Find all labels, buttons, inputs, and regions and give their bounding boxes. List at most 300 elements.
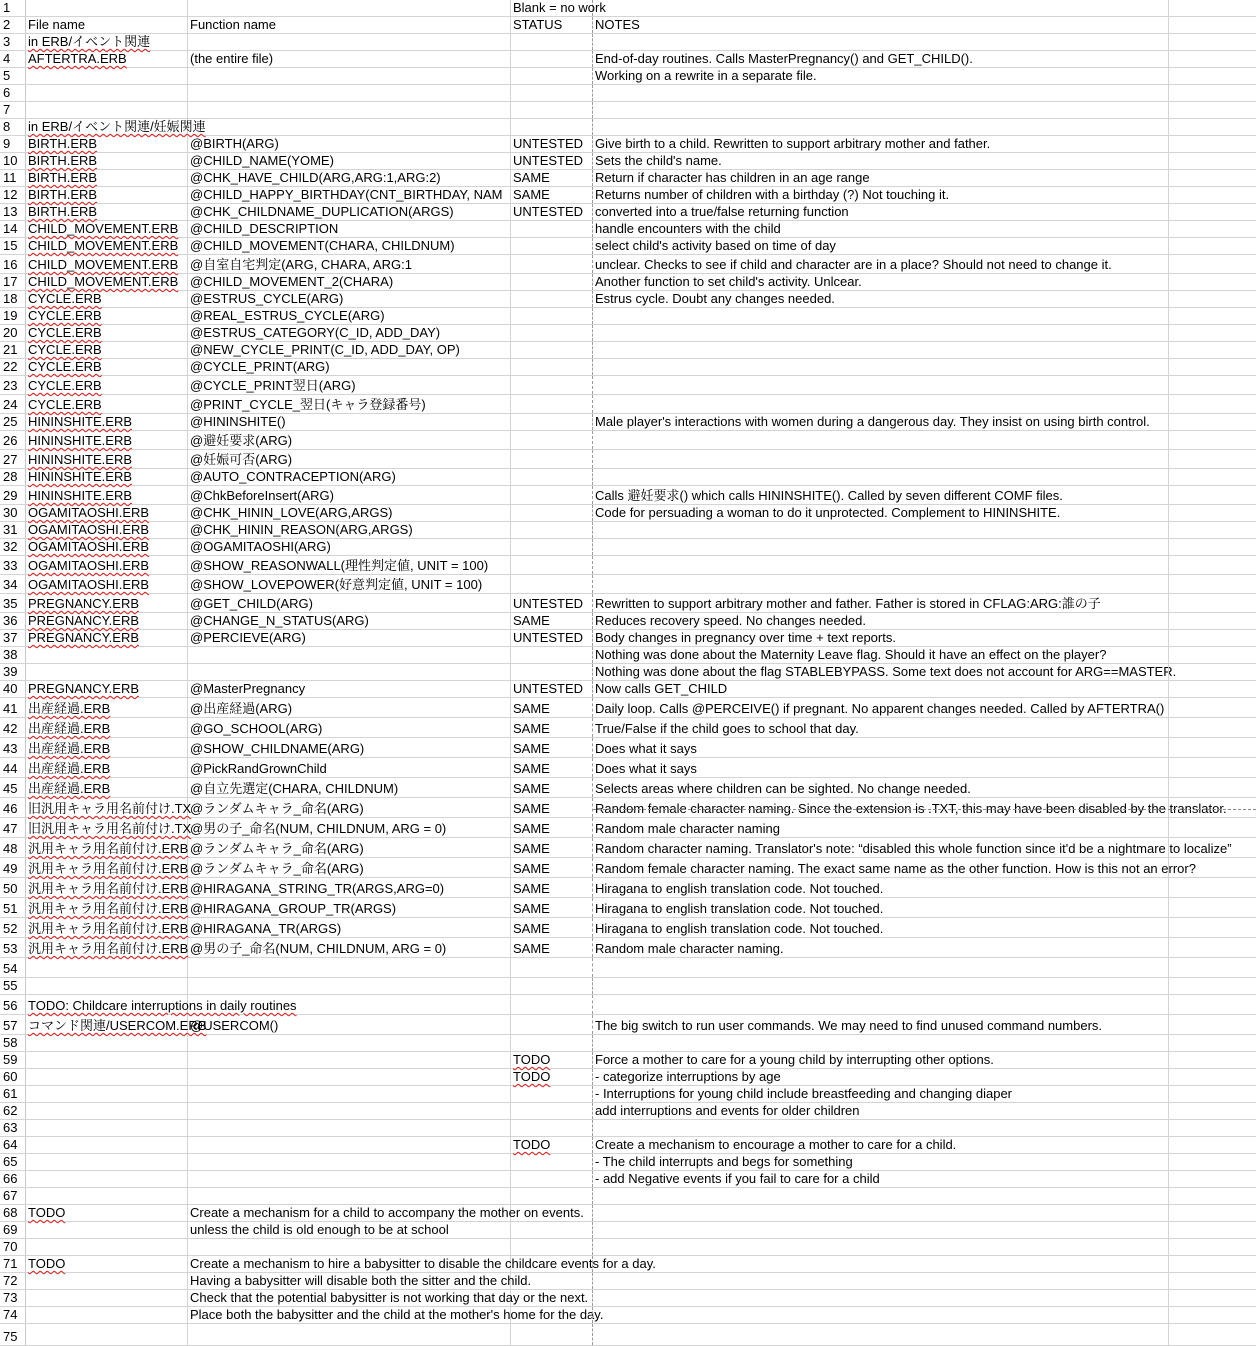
cell-d[interactable] <box>593 1137 1168 1153</box>
cell-empty[interactable] <box>1168 630 1256 646</box>
cell-empty[interactable] <box>1168 102 1256 118</box>
cell-d[interactable] <box>593 918 1168 937</box>
cell-empty[interactable] <box>1168 938 1256 957</box>
cell-b[interactable] <box>188 68 511 84</box>
cell-d[interactable] <box>593 858 1196 877</box>
cell-d[interactable] <box>593 1239 1168 1255</box>
cell-a[interactable] <box>26 469 188 485</box>
cell-empty[interactable] <box>1168 1239 1256 1255</box>
cell-c[interactable] <box>511 838 593 857</box>
cell-a[interactable] <box>26 798 192 817</box>
cell-empty[interactable] <box>1168 738 1256 757</box>
cell-d[interactable] <box>593 681 1168 697</box>
cell-d[interactable] <box>593 958 1168 977</box>
cell-b[interactable] <box>188 255 511 273</box>
cell-a[interactable] <box>26 255 188 273</box>
cell-c[interactable] <box>511 647 593 663</box>
cell-a[interactable] <box>26 1273 188 1289</box>
cell-c[interactable] <box>511 238 593 254</box>
cell-b[interactable] <box>188 522 511 538</box>
cell-a[interactable] <box>26 1290 188 1306</box>
cell-d[interactable] <box>593 1290 1168 1306</box>
cell-empty[interactable] <box>1168 308 1256 324</box>
cell-empty[interactable] <box>1168 342 1256 358</box>
cell-b[interactable] <box>188 718 511 737</box>
cell-d[interactable] <box>593 778 1168 797</box>
cell-c[interactable] <box>511 51 593 67</box>
cell-a[interactable] <box>26 187 188 203</box>
cell-a[interactable] <box>26 575 188 593</box>
cell-d[interactable] <box>593 1256 1168 1272</box>
cell-a[interactable] <box>26 0 188 16</box>
cell-c[interactable] <box>511 938 593 957</box>
cell-a[interactable] <box>26 664 188 680</box>
cell-empty[interactable] <box>1168 187 1256 203</box>
cell-b[interactable] <box>188 238 511 254</box>
cell-empty[interactable] <box>1168 1290 1256 1306</box>
cell-d[interactable] <box>593 51 1168 67</box>
cell-b[interactable] <box>188 136 511 152</box>
cell-a[interactable] <box>26 758 188 777</box>
cell-d[interactable] <box>593 102 1168 118</box>
cell-c[interactable] <box>511 1086 593 1102</box>
cell-a[interactable] <box>26 1015 207 1034</box>
cell-c[interactable] <box>511 431 593 449</box>
cell-d[interactable] <box>593 68 1168 84</box>
cell-a[interactable] <box>26 539 188 555</box>
cell-d[interactable] <box>593 204 1168 220</box>
cell-d[interactable] <box>593 1015 1168 1034</box>
cell-a[interactable] <box>26 858 188 877</box>
cell-empty[interactable] <box>1168 522 1256 538</box>
cell-d[interactable] <box>593 758 1168 777</box>
cell-c[interactable] <box>511 342 593 358</box>
cell-b[interactable] <box>188 274 511 290</box>
cell-b[interactable] <box>188 1103 511 1119</box>
cell-empty[interactable] <box>1168 878 1256 897</box>
cell-c[interactable] <box>511 718 593 737</box>
cell-c[interactable] <box>511 1069 593 1085</box>
cell-a[interactable] <box>26 431 188 449</box>
cell-a[interactable] <box>26 308 188 324</box>
cell-b[interactable] <box>188 486 511 504</box>
cell-empty[interactable] <box>1168 221 1256 237</box>
cell-d[interactable] <box>593 594 1168 612</box>
cell-b[interactable] <box>188 594 511 612</box>
cell-empty[interactable] <box>1168 505 1256 521</box>
cell-b[interactable] <box>188 918 511 937</box>
cell-empty[interactable] <box>1168 395 1256 413</box>
cell-c[interactable] <box>511 153 593 169</box>
cell-c[interactable] <box>511 1015 593 1034</box>
cell-b[interactable] <box>188 1015 511 1034</box>
cell-d[interactable] <box>593 308 1168 324</box>
cell-c[interactable] <box>511 681 593 697</box>
cell-c[interactable] <box>511 291 593 307</box>
cell-d[interactable] <box>593 291 1168 307</box>
cell-c[interactable] <box>511 85 593 101</box>
cell-empty[interactable] <box>1168 85 1256 101</box>
cell-b[interactable] <box>188 308 511 324</box>
cell-d[interactable] <box>593 898 1168 917</box>
cell-empty[interactable] <box>1168 170 1256 186</box>
cell-c[interactable] <box>511 102 593 118</box>
cell-d[interactable] <box>593 1086 1168 1102</box>
cell-d[interactable] <box>593 136 1168 152</box>
cell-b[interactable] <box>188 85 511 101</box>
cell-a[interactable] <box>26 718 188 737</box>
cell-b[interactable] <box>188 291 511 307</box>
cell-c[interactable] <box>511 539 593 555</box>
cell-d[interactable] <box>593 1307 1168 1323</box>
cell-c[interactable] <box>511 450 593 468</box>
cell-empty[interactable] <box>1168 1171 1256 1187</box>
cell-a[interactable] <box>26 1035 188 1051</box>
cell-c[interactable] <box>511 1103 593 1119</box>
cell-a[interactable] <box>26 878 188 897</box>
cell-d[interactable] <box>593 838 1232 857</box>
cell-d[interactable] <box>593 486 1168 504</box>
cell-d[interactable] <box>593 539 1168 555</box>
cell-a[interactable] <box>26 450 188 468</box>
cell-d[interactable] <box>593 647 1168 663</box>
cell-empty[interactable] <box>1168 1307 1256 1323</box>
cell-empty[interactable] <box>1168 450 1256 468</box>
cell-c[interactable] <box>511 818 593 837</box>
cell-c[interactable] <box>511 556 593 574</box>
cell-d[interactable] <box>593 522 1168 538</box>
cell-d[interactable] <box>593 187 1168 203</box>
cell-d[interactable] <box>593 505 1168 521</box>
cell-a[interactable] <box>26 1052 188 1068</box>
cell-b[interactable] <box>188 938 511 957</box>
cell-a[interactable] <box>26 1103 188 1119</box>
cell-c[interactable] <box>511 958 593 977</box>
cell-b[interactable] <box>188 575 511 593</box>
cell-c[interactable] <box>511 376 593 394</box>
cell-b[interactable] <box>188 681 511 697</box>
cell-d[interactable] <box>593 798 1227 817</box>
cell-empty[interactable] <box>1168 1324 1256 1345</box>
cell-empty[interactable] <box>1168 431 1256 449</box>
cell-c[interactable] <box>511 274 593 290</box>
cell-c[interactable] <box>511 469 593 485</box>
cell-b[interactable] <box>188 431 511 449</box>
cell-d[interactable] <box>593 414 1168 430</box>
cell-a[interactable] <box>26 698 188 717</box>
cell-c[interactable] <box>511 17 593 33</box>
cell-c[interactable] <box>511 359 593 375</box>
cell-b[interactable] <box>188 758 511 777</box>
cell-c[interactable] <box>511 1171 593 1187</box>
cell-a[interactable] <box>26 274 188 290</box>
cell-d[interactable] <box>593 395 1168 413</box>
cell-c[interactable] <box>511 0 606 16</box>
cell-b[interactable] <box>188 1171 511 1187</box>
cell-c[interactable] <box>511 1324 593 1345</box>
cell-c[interactable] <box>511 1120 593 1136</box>
cell-a[interactable] <box>26 630 188 646</box>
cell-empty[interactable] <box>1168 539 1256 555</box>
cell-empty[interactable] <box>1168 0 1256 16</box>
cell-b[interactable] <box>188 187 511 203</box>
cell-a[interactable] <box>26 51 188 67</box>
cell-b[interactable] <box>188 450 511 468</box>
cell-b[interactable] <box>188 664 511 680</box>
cell-c[interactable] <box>511 1222 593 1238</box>
cell-c[interactable] <box>511 858 593 877</box>
cell-b[interactable] <box>188 995 511 1014</box>
cell-d[interactable] <box>593 153 1168 169</box>
cell-a[interactable] <box>26 153 188 169</box>
cell-a[interactable] <box>26 613 188 629</box>
cell-c[interactable] <box>511 325 593 341</box>
cell-empty[interactable] <box>1168 718 1256 737</box>
cell-a[interactable] <box>26 1069 188 1085</box>
cell-b[interactable] <box>188 1222 511 1238</box>
cell-a[interactable] <box>26 505 188 521</box>
cell-b[interactable] <box>188 539 511 555</box>
cell-empty[interactable] <box>1168 978 1256 994</box>
cell-c[interactable] <box>511 664 593 680</box>
cell-empty[interactable] <box>1168 414 1256 430</box>
cell-d[interactable] <box>593 1154 1168 1170</box>
cell-d[interactable] <box>593 630 1168 646</box>
cell-a[interactable] <box>26 898 188 917</box>
cell-empty[interactable] <box>1168 1069 1256 1085</box>
cell-empty[interactable] <box>1168 136 1256 152</box>
cell-b[interactable] <box>188 1290 589 1306</box>
cell-c[interactable] <box>511 414 593 430</box>
cell-d[interactable] <box>593 1035 1168 1051</box>
cell-c[interactable] <box>511 758 593 777</box>
cell-empty[interactable] <box>1168 51 1256 67</box>
cell-b[interactable] <box>188 1086 511 1102</box>
cell-a[interactable] <box>26 978 188 994</box>
cell-a[interactable] <box>26 938 188 957</box>
cell-c[interactable] <box>511 594 593 612</box>
cell-c[interactable] <box>511 1035 593 1051</box>
cell-d[interactable] <box>593 1171 1168 1187</box>
cell-b[interactable] <box>188 359 511 375</box>
cell-d[interactable] <box>593 342 1168 358</box>
cell-empty[interactable] <box>1168 376 1256 394</box>
cell-d[interactable] <box>593 325 1168 341</box>
cell-a[interactable] <box>26 738 188 757</box>
cell-b[interactable] <box>188 17 511 33</box>
cell-empty[interactable] <box>1168 1086 1256 1102</box>
cell-a[interactable] <box>26 681 188 697</box>
cell-c[interactable] <box>511 255 593 273</box>
cell-c[interactable] <box>511 575 593 593</box>
cell-empty[interactable] <box>1168 204 1256 220</box>
cell-empty[interactable] <box>1168 1154 1256 1170</box>
cell-b[interactable] <box>188 778 511 797</box>
cell-b[interactable] <box>188 153 511 169</box>
cell-c[interactable] <box>511 878 593 897</box>
cell-c[interactable] <box>511 204 593 220</box>
cell-d[interactable] <box>593 1052 1168 1068</box>
cell-c[interactable] <box>511 522 593 538</box>
cell-a[interactable] <box>26 291 188 307</box>
cell-a[interactable] <box>26 359 188 375</box>
cell-a[interactable] <box>26 838 188 857</box>
cell-a[interactable] <box>26 17 188 33</box>
cell-b[interactable] <box>188 170 511 186</box>
cell-d[interactable] <box>593 698 1168 717</box>
cell-c[interactable] <box>511 995 593 1014</box>
cell-empty[interactable] <box>1168 325 1256 341</box>
cell-empty[interactable] <box>1168 613 1256 629</box>
cell-a[interactable] <box>26 221 188 237</box>
cell-empty[interactable] <box>1168 958 1256 977</box>
cell-empty[interactable] <box>1168 918 1256 937</box>
cell-a[interactable] <box>26 376 188 394</box>
cell-b[interactable] <box>188 798 511 817</box>
cell-b[interactable] <box>188 505 511 521</box>
cell-a[interactable] <box>26 85 188 101</box>
cell-a[interactable] <box>26 1324 188 1345</box>
cell-empty[interactable] <box>1168 1015 1256 1034</box>
cell-c[interactable] <box>511 978 593 994</box>
cell-empty[interactable] <box>1168 291 1256 307</box>
cell-a[interactable] <box>26 1239 188 1255</box>
cell-d[interactable] <box>593 17 1168 33</box>
cell-empty[interactable] <box>1168 647 1256 663</box>
cell-empty[interactable] <box>1168 798 1256 817</box>
cell-d[interactable] <box>593 613 1168 629</box>
cell-empty[interactable] <box>1168 1205 1256 1221</box>
cell-a[interactable] <box>26 102 188 118</box>
cell-empty[interactable] <box>1168 1137 1256 1153</box>
cell-empty[interactable] <box>1168 68 1256 84</box>
cell-d[interactable] <box>593 450 1168 468</box>
cell-a[interactable] <box>26 68 188 84</box>
cell-a[interactable] <box>26 995 297 1014</box>
cell-a[interactable] <box>26 170 188 186</box>
cell-b[interactable] <box>188 221 511 237</box>
cell-empty[interactable] <box>1168 995 1256 1014</box>
cell-a[interactable] <box>26 1256 188 1272</box>
cell-c[interactable] <box>511 1188 593 1204</box>
cell-empty[interactable] <box>1168 818 1256 837</box>
cell-c[interactable] <box>511 395 593 413</box>
cell-d[interactable] <box>593 431 1168 449</box>
cell-a[interactable] <box>26 1120 188 1136</box>
cell-b[interactable] <box>188 395 511 413</box>
cell-c[interactable] <box>511 778 593 797</box>
cell-d[interactable] <box>593 1273 1168 1289</box>
cell-a[interactable] <box>26 204 188 220</box>
cell-a[interactable] <box>26 556 188 574</box>
cell-c[interactable] <box>511 68 593 84</box>
cell-a[interactable] <box>26 918 188 937</box>
cell-b[interactable] <box>188 34 511 50</box>
cell-d[interactable] <box>593 34 1168 50</box>
cell-d[interactable] <box>593 738 1168 757</box>
cell-b[interactable] <box>188 1324 511 1345</box>
cell-c[interactable] <box>511 1273 593 1289</box>
cell-b[interactable] <box>188 1120 511 1136</box>
cell-a[interactable] <box>26 414 188 430</box>
cell-a[interactable] <box>26 1154 188 1170</box>
cell-b[interactable] <box>188 958 511 977</box>
cell-c[interactable] <box>511 1137 593 1153</box>
cell-d[interactable] <box>593 818 1168 837</box>
cell-b[interactable] <box>188 1205 584 1221</box>
cell-d[interactable] <box>593 359 1168 375</box>
cell-b[interactable] <box>188 647 511 663</box>
cell-empty[interactable] <box>1168 681 1256 697</box>
cell-empty[interactable] <box>1168 1256 1256 1272</box>
cell-empty[interactable] <box>1168 153 1256 169</box>
cell-b[interactable] <box>188 0 511 16</box>
cell-empty[interactable] <box>1168 858 1256 877</box>
cell-c[interactable] <box>511 918 593 937</box>
cell-d[interactable] <box>593 376 1168 394</box>
cell-empty[interactable] <box>1168 594 1256 612</box>
cell-a[interactable] <box>26 136 188 152</box>
cell-d[interactable] <box>593 1120 1168 1136</box>
cell-b[interactable] <box>188 1239 511 1255</box>
cell-c[interactable] <box>511 136 593 152</box>
cell-b[interactable] <box>188 858 511 877</box>
cell-a[interactable] <box>26 1307 188 1323</box>
cell-c[interactable] <box>511 1290 593 1306</box>
cell-d[interactable] <box>593 238 1168 254</box>
cell-empty[interactable] <box>1168 898 1256 917</box>
cell-c[interactable] <box>511 308 593 324</box>
cell-c[interactable] <box>511 898 593 917</box>
cell-d[interactable] <box>593 556 1168 574</box>
cell-b[interactable] <box>188 325 511 341</box>
cell-b[interactable] <box>188 613 511 629</box>
cell-d[interactable] <box>593 1069 1168 1085</box>
cell-d[interactable] <box>593 119 1168 135</box>
cell-a[interactable] <box>26 395 188 413</box>
cell-empty[interactable] <box>1168 469 1256 485</box>
cell-d[interactable] <box>593 221 1168 237</box>
cell-b[interactable] <box>188 1069 511 1085</box>
cell-b[interactable] <box>188 1307 604 1323</box>
cell-a[interactable] <box>26 119 206 135</box>
cell-a[interactable] <box>26 34 188 50</box>
cell-b[interactable] <box>188 818 511 837</box>
cell-empty[interactable] <box>1168 1103 1256 1119</box>
cell-a[interactable] <box>26 325 188 341</box>
cell-empty[interactable] <box>1168 274 1256 290</box>
cell-a[interactable] <box>26 342 188 358</box>
cell-b[interactable] <box>188 51 511 67</box>
cell-c[interactable] <box>511 170 593 186</box>
cell-empty[interactable] <box>1168 238 1256 254</box>
cell-d[interactable] <box>593 978 1168 994</box>
cell-c[interactable] <box>511 34 593 50</box>
cell-a[interactable] <box>26 1222 188 1238</box>
cell-d[interactable] <box>593 469 1168 485</box>
cell-b[interactable] <box>188 556 511 574</box>
cell-b[interactable] <box>188 1273 532 1289</box>
cell-d[interactable] <box>593 85 1168 101</box>
cell-empty[interactable] <box>1168 664 1256 680</box>
cell-a[interactable] <box>26 1171 188 1187</box>
cell-b[interactable] <box>188 469 511 485</box>
cell-d[interactable] <box>593 718 1168 737</box>
cell-b[interactable] <box>188 1154 511 1170</box>
cell-empty[interactable] <box>1168 698 1256 717</box>
cell-b[interactable] <box>188 1137 511 1153</box>
cell-b[interactable] <box>188 119 511 135</box>
